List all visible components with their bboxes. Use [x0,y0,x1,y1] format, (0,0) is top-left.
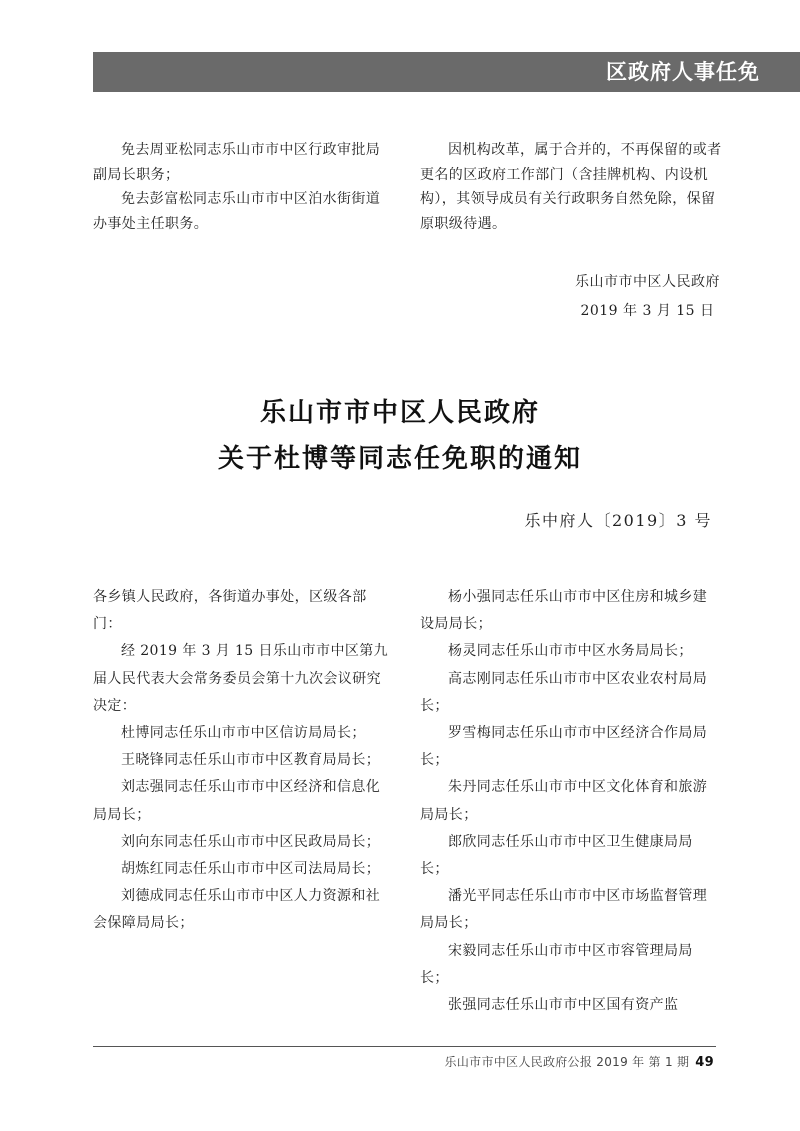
paragraph: 免去周亚松同志乐山市市中区行政审批局副局长职务； [93,142,381,183]
document-title-line-1: 乐山市市中区人民政府 [259,398,540,428]
footer-rule [93,1046,716,1047]
page-number: 49 [695,1055,714,1070]
footer [445,1053,714,1070]
publication-name: 乐山市市中区人民政府公报 2019 年 第 1 期 [444,1055,690,1069]
appointment-item: 高志刚同志任乐山市市中区农业农村局局长； [420,670,708,714]
paragraph: 因机构改革，属于合并的，不再保留的或者更名的区政府工作部门（含挂牌机构、内设机构），其领导成员有关行政职务自然免除，保留原职级待遇。 [420,142,722,232]
appointment-item: 杨灵同志任乐山市市中区水务局局长； [448,643,693,660]
top-right-column [420,138,722,236]
appointment-item: 刘德成同志任乐山市市中区人力资源和社会保障局局长； [93,888,381,932]
body-right-column [420,584,716,1019]
appointment-item: 王晓锋同志任乐山市市中区教育局局长； [121,752,381,769]
appointment-item: 杨小强同志任乐山市市中区住房和城乡建设局局长； [420,589,708,633]
document-number: 乐中府人〔2019〕3 号 [524,511,712,530]
signature-organization: 乐山市市中区人民政府 [575,274,720,290]
appointment-item: 刘向东同志任乐山市市中区民政局局长； [121,833,381,850]
section-title: 区政府人事任免 [606,60,760,84]
appointment-item: 宋毅同志任乐山市市中区市容管理局局长； [420,942,693,986]
paragraph: 免去彭富松同志乐山市市中区泊水街街道办事处主任职务。 [93,191,381,232]
signature-block [575,268,720,326]
top-left-column [93,138,388,236]
appointment-item: 朱丹同志任乐山市市中区文化体育和旅游局局长； [420,779,708,823]
appointment-item: 胡炼红同志任乐山市市中区司法局局长； [121,861,381,878]
appointment-item: 张强同志任乐山市市中区国有资产监 [448,997,679,1014]
header-band [93,52,800,92]
appointment-item: 杜博同志任乐山市市中区信访局局长； [121,725,366,742]
appointment-item: 刘志强同志任乐山市市中区经济和信息化局局长； [93,779,381,823]
salutation: 各乡镇人民政府，各街道办事处，区级各部门： [93,589,367,633]
signature-date: 2019 年 3 月 15 日 [580,303,715,319]
appointment-item: 潘光平同志任乐山市市中区市场监督管理局局长； [420,888,708,932]
appointment-item: 郎欣同志任乐山市市中区卫生健康局局长； [420,833,693,878]
appointment-item: 罗雪梅同志任乐山市市中区经济合作局局长； [420,725,708,769]
intro-paragraph: 经 2019 年 3 月 15 日乐山市市中区第九届人民代表大会常务委员会第十九次会议研究决定： [93,643,389,714]
body-left-column [93,584,390,938]
document-title-line-2: 关于杜博等同志任免职的通知 [217,444,582,474]
